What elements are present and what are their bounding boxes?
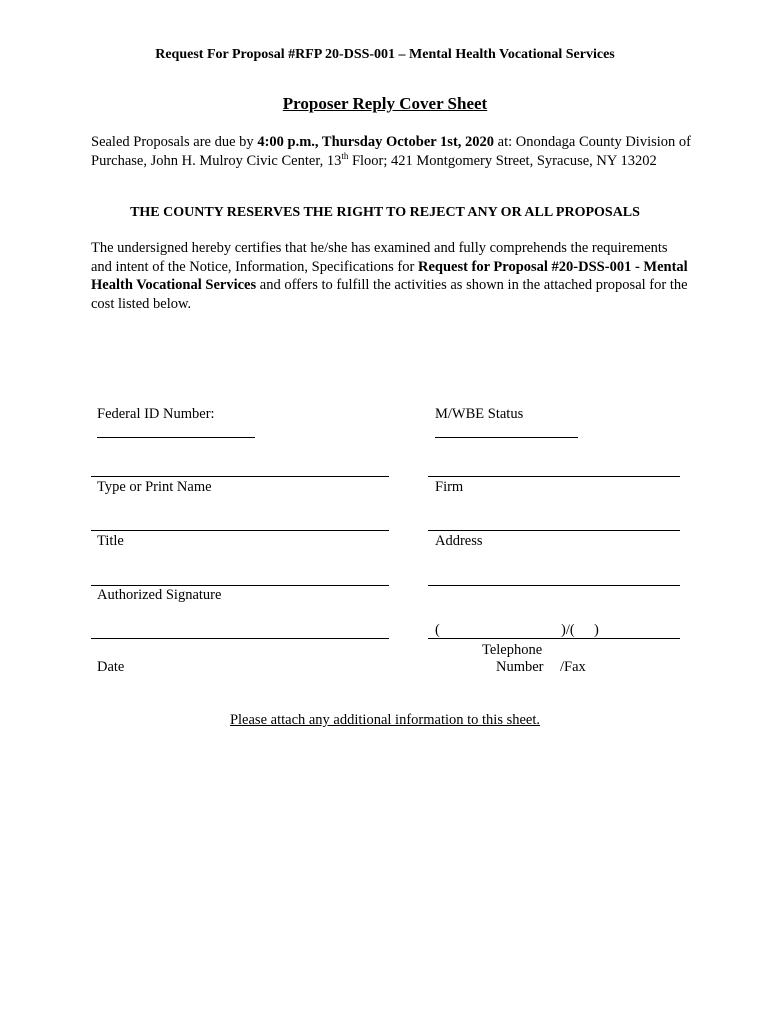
document-header: Request For Proposal #RFP 20-DSS-001 – Mental Health Vocational Services: [155, 47, 615, 62]
due-deadline: 4:00 p.m., Thursday October 1st, 2020: [257, 134, 495, 150]
phone-open-paren: (: [435, 622, 440, 638]
certify-outro: and offers to fulfill the activities as shown in the attached proposal for the cost listed below.: [91, 277, 688, 312]
due-intro: Sealed Proposals are due by: [91, 134, 258, 150]
mwbe-label: M/WBE Status: [435, 406, 524, 422]
due-location-a: at: Onondaga County Division of Purchase, John H. Mulroy Civic Center, 13: [91, 134, 691, 169]
signature-label: Authorized Signature: [97, 587, 222, 603]
fax-close-paren: ): [594, 622, 599, 638]
fax-label: /Fax: [560, 659, 586, 675]
firm-label: Firm: [435, 479, 464, 495]
federal-id-label: Federal ID Number:: [97, 406, 215, 422]
name-label: Type or Print Name: [97, 479, 212, 495]
firm-line[interactable]: [428, 476, 680, 477]
certify-paragraph: [91, 239, 691, 313]
telephone-label: Telephone: [482, 642, 543, 658]
mwbe-line[interactable]: [435, 437, 578, 438]
federal-id-line[interactable]: [97, 437, 255, 438]
due-date-paragraph: [91, 133, 691, 170]
address-line-2[interactable]: [428, 585, 680, 586]
certify-intro: The undersigned hereby certifies that he/she has examined and fully comprehends the requirements and intent of the Notice, Information, Specifications for: [91, 240, 668, 275]
certify-rfp-name: Request for Proposal #20-DSS-001 - Mental Health Vocational Services: [91, 258, 688, 293]
title-line[interactable]: [91, 530, 389, 531]
address-label: Address: [435, 533, 483, 549]
address-line[interactable]: [428, 530, 680, 531]
attach-note: Please attach any additional information to this sheet.: [229, 712, 541, 728]
signature-line[interactable]: [91, 585, 389, 586]
name-line[interactable]: [91, 476, 389, 477]
date-label: Date: [97, 659, 125, 675]
page-title: Proposer Reply Cover Sheet: [282, 94, 488, 113]
telephone-fax-line[interactable]: [428, 638, 680, 639]
phone-separator: )/(: [561, 622, 575, 638]
number-label: Number: [496, 659, 544, 675]
title-label: Title: [97, 533, 124, 549]
reserve-notice: THE COUNTY RESERVES THE RIGHT TO REJECT ANY OR ALL PROPOSALS: [130, 205, 640, 220]
date-line[interactable]: [91, 638, 389, 639]
due-location-b: Floor; 421 Montgomery Street, Syracuse, NY 13202: [348, 152, 657, 169]
floor-superscript: th: [341, 150, 349, 161]
